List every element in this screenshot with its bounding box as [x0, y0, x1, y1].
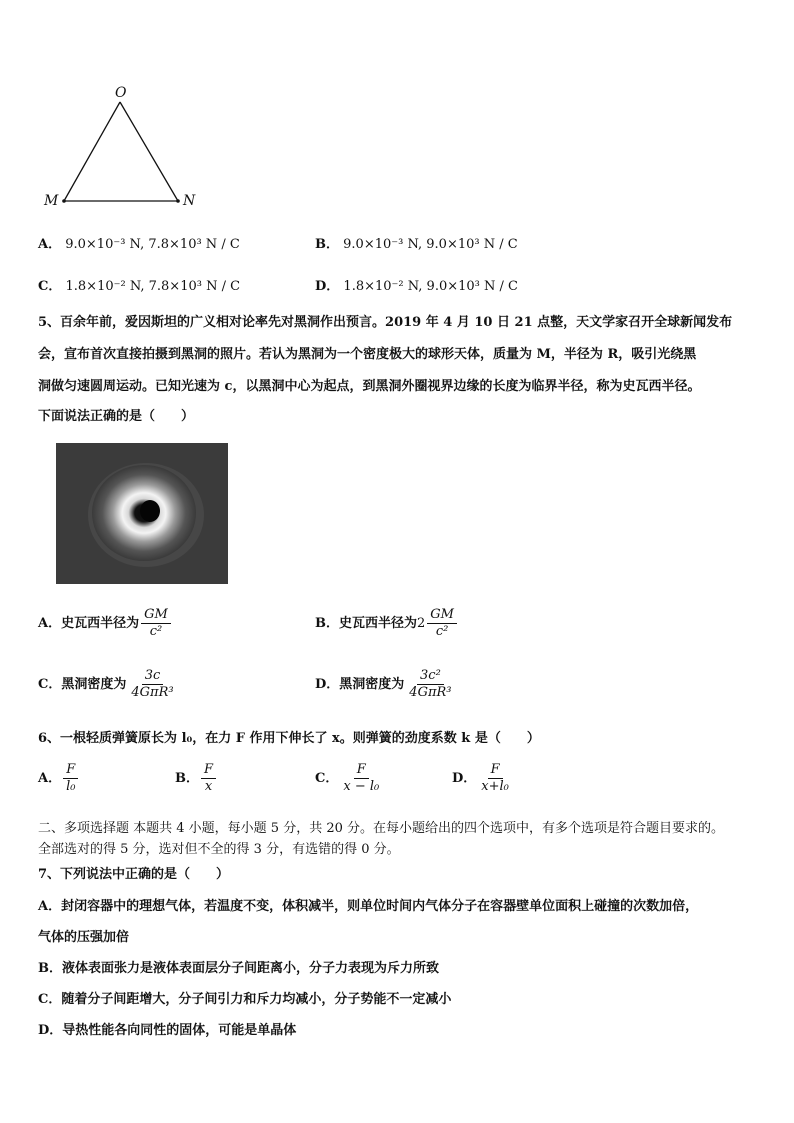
numerator: F: [63, 762, 78, 779]
q5-option-c[interactable]: [38, 668, 179, 701]
option-label: A．: [38, 616, 62, 631]
option-text: 1.8×10⁻² N, 9.0×10³ N / C: [343, 279, 518, 294]
denominator: 4GπR³: [131, 685, 174, 700]
q7-stem: 7、下列说法中正确的是（ ）: [38, 867, 230, 882]
q4-option-c[interactable]: [38, 275, 240, 294]
q5-option-b[interactable]: [315, 607, 459, 640]
option-text: 史瓦西半径为: [61, 616, 140, 631]
q7-option-c[interactable]: C．随着分子间距增大，分子间引力和斥力均减小，分子势能不一定减小: [38, 992, 452, 1007]
denominator: x − l₀: [343, 779, 380, 794]
q5-stem-line-1: 5、百余年前，爱因斯坦的广义相对论率先对黑洞作出预言。2019 年 4 月 10 日 21 点整，天文学家召开全球新闻发布: [38, 315, 733, 330]
q7-option-d[interactable]: D．导热性能各向同性的固体，可能是单晶体: [38, 1023, 297, 1038]
coefficient: 2: [417, 616, 426, 631]
q6-option-a[interactable]: [38, 762, 80, 795]
option-label: A．: [38, 771, 62, 786]
q4-option-b[interactable]: [315, 233, 518, 252]
denominator: x: [204, 779, 213, 794]
fraction: [128, 668, 176, 701]
numerator: 3c: [142, 668, 164, 685]
denominator: 4GπR³: [409, 685, 452, 700]
option-text: 9.0×10⁻³ N, 7.8×10³ N / C: [65, 237, 240, 252]
option-text: 黑洞密度为: [339, 677, 405, 692]
denominator: c²: [149, 624, 163, 639]
option-text: 1.8×10⁻² N, 7.8×10³ N / C: [65, 279, 241, 294]
q5-option-a[interactable]: [38, 607, 173, 640]
black-hole-image: [56, 443, 228, 584]
q6-option-b[interactable]: [175, 762, 218, 795]
numerator: F: [201, 762, 216, 779]
numerator: GM: [427, 607, 457, 624]
option-label: C．: [38, 677, 62, 692]
vertex-n-label: N: [183, 193, 196, 209]
fraction: [201, 762, 216, 795]
q4-option-d[interactable]: [315, 275, 518, 294]
q4-option-a[interactable]: [38, 233, 240, 252]
q5-option-d[interactable]: [315, 668, 457, 701]
denominator: c²: [435, 624, 449, 639]
numerator: GM: [141, 607, 171, 624]
option-label: C．: [315, 771, 339, 786]
section-2-heading-line-2: 全部选对的得 5 分，选对但不全的得 3 分，有选错的得 0 分。: [38, 842, 400, 857]
fraction: [478, 762, 512, 795]
option-label: D．: [452, 771, 477, 786]
fraction: [406, 668, 454, 701]
q7-option-a-line-1[interactable]: A．封闭容器中的理想气体，若温度不变，体积减半，则单位时间内气体分子在容器壁单位面积上碰撞的次数加倍，: [38, 899, 699, 914]
fraction: [63, 762, 78, 795]
option-label: C．: [38, 279, 62, 294]
option-label: B．: [175, 771, 199, 786]
q5-stem-line-3: 洞做匀速圆周运动。已知光速为 c，以黑洞中心为起点，到黑洞外圈视界边缘的长度为临界半径，称为史瓦西半径。: [38, 379, 701, 394]
numerator: F: [488, 762, 503, 779]
numerator: 3c²: [417, 668, 444, 685]
option-text: 9.0×10⁻³ N, 9.0×10³ N / C: [343, 237, 518, 252]
option-label: D．: [315, 279, 340, 294]
option-label: D．: [315, 677, 340, 692]
q5-stem-line-2: 会，宣布首次直接拍摄到黑洞的照片。若认为黑洞为一个密度极大的球形天体，质量为 M，半径为 R，吸引光绕黑: [38, 347, 697, 362]
option-text: 黑洞密度为: [61, 677, 127, 692]
option-label: B．: [315, 616, 339, 631]
fraction: [141, 607, 171, 640]
vertex-m-label: M: [44, 193, 59, 209]
q7-option-a-line-2: 气体的压强加倍: [38, 930, 130, 945]
option-text: 史瓦西半径为: [339, 616, 418, 631]
option-label: A．: [38, 237, 62, 252]
q7-option-b[interactable]: B．液体表面张力是液体表面层分子间距离小，分子力表现为斥力所致: [38, 961, 439, 976]
vertex-o-label: O: [115, 85, 127, 101]
numerator: F: [354, 762, 369, 779]
section-2-heading-line-1: 二、多项选择题 本题共 4 小题，每小题 5 分，共 20 分。在每小题给出的四个选项中，有多个选项是符合题目要求的。: [38, 821, 725, 836]
q5-stem-line-4: 下面说法正确的是（ ）: [38, 409, 195, 424]
fraction: [427, 607, 457, 640]
q6-option-c[interactable]: [315, 762, 384, 795]
fraction: [340, 762, 382, 795]
denominator: x+l₀: [481, 779, 509, 794]
q6-stem: 6、一根轻质弹簧原长为 l₀，在力 F 作用下伸长了 x。则弹簧的劲度系数 k 是（ ）: [38, 731, 540, 746]
q6-option-d[interactable]: [452, 762, 514, 795]
option-label: B．: [315, 237, 339, 252]
denominator: l₀: [66, 779, 76, 794]
